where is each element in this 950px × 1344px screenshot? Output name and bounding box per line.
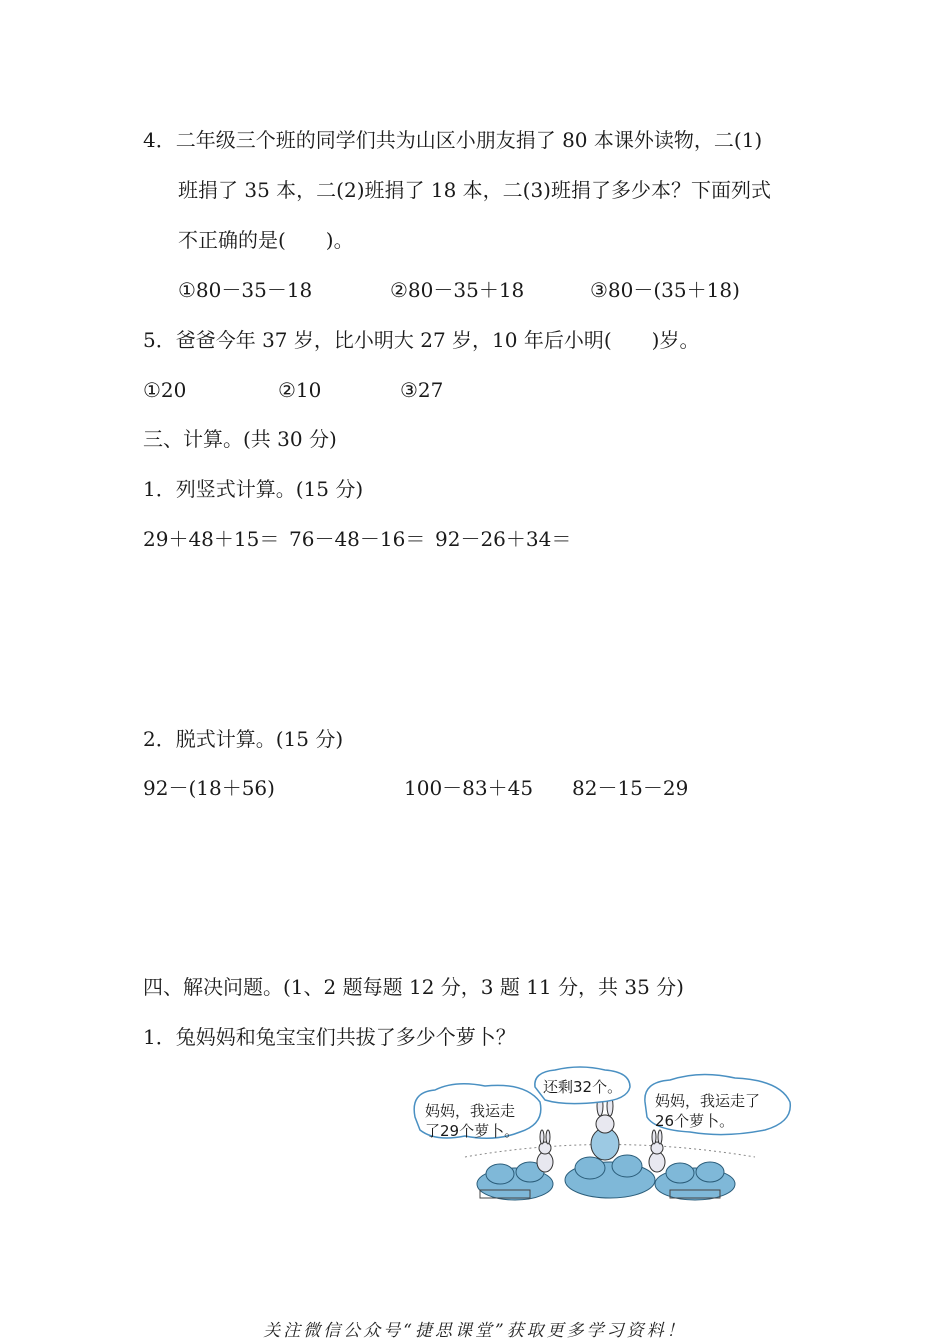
footer-watermark: 关注微信公众号“捷思课堂”获取更多学习资料！ (263, 1321, 687, 1341)
rabbit-child-right (649, 1130, 665, 1172)
q5-option-2: ②10 (278, 378, 322, 402)
stepwise-calc-expr-1: 92－(18＋56) (143, 776, 275, 800)
q4-option-3: ③80－(35＋18) (590, 278, 740, 302)
section3-sub1: 1．列竖式计算。(15 分) (143, 477, 364, 501)
stepwise-calc-expr-2: 100－83＋45 (404, 776, 534, 800)
vertical-calc-expr-2: 76－48－16＝ (289, 527, 426, 551)
section3-sub2: 2．脱式计算。(15 分) (143, 727, 344, 751)
q5-option-3: ③27 (400, 378, 444, 402)
q4-line-1: 4．二年级三个班的同学们共为山区小朋友捐了 80 本课外读物，二(1) (143, 128, 763, 152)
q4-line-3: 不正确的是( )。 (178, 228, 354, 252)
vertical-calc-expr-1: 29＋48＋15＝ (143, 527, 280, 551)
section3-title: 三、计算。(共 30 分) (143, 427, 337, 451)
q4-option-2: ②80－35＋18 (390, 278, 525, 302)
bubble-left-line1: 妈妈，我运走 (425, 1102, 516, 1120)
carrot-pile-right (655, 1162, 735, 1200)
q5-text: 5．爸爸今年 37 岁，比小明大 27 岁，10 年后小明( )岁。 (143, 328, 700, 352)
stepwise-calc-expr-3: 82－15－29 (572, 776, 689, 800)
vertical-calc-expr-3: 92－26＋34＝ (435, 527, 572, 551)
q4-option-1: ①80－35－18 (178, 278, 313, 302)
rabbit-child-left (537, 1130, 553, 1172)
speech-bubble-left (414, 1084, 541, 1140)
bubble-right-line1: 妈妈，我运走了 (655, 1092, 761, 1110)
section4-title: 四、解决问题。(1、2 题每题 12 分，3 题 11 分，共 35 分) (143, 975, 684, 999)
q4-line-2: 班捐了 35 本，二(2)班捐了 18 本，二(3)班捐了多少本？下面列式 (178, 178, 771, 202)
bubble-right-line2: 26个萝卜。 (655, 1112, 735, 1130)
speech-bubble-right (645, 1074, 790, 1134)
bubble-left-line2: 了29个萝卜。 (425, 1122, 520, 1140)
rabbit-mother (591, 1096, 619, 1160)
section4-q1: 1．兔妈妈和兔宝宝们共拔了多少个萝卜？ (143, 1025, 516, 1049)
speech-bubble-middle (535, 1067, 630, 1104)
q5-option-1: ①20 (143, 378, 187, 402)
bubble-middle-text: 还剩32个。 (543, 1078, 623, 1096)
carrot-pile-middle (565, 1155, 655, 1198)
rabbit-carrot-illustration (405, 1062, 810, 1212)
